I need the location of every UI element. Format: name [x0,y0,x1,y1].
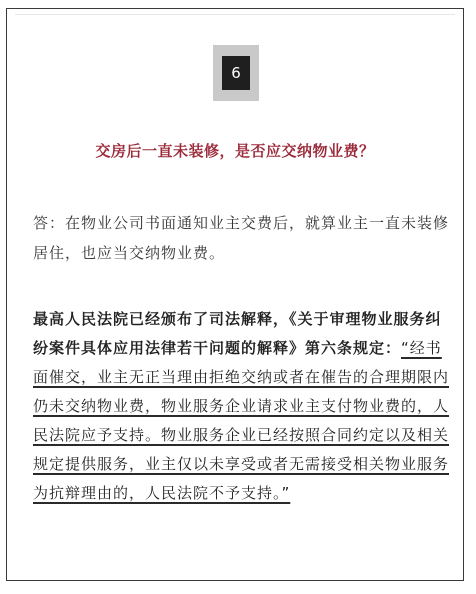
number-badge: 6 [222,56,250,90]
number-badge-frame [213,45,259,101]
article-card [6,8,464,581]
top-divider [15,14,455,15]
answer-paragraph: 答：在物业公司书面通知业主交费后，就算业主一直未装修居住，也应当交纳物业费。 [33,214,450,262]
question-title: 交房后一直未装修，是否应交纳物业费？ [95,142,375,160]
law-intro: 最高人民法院已经颁布了司法解释，《关于审理物业服务纠纷案件具体应用法律若干问题的解释》第六条规定： [33,310,442,357]
law-paragraph [33,305,453,508]
law-quote: “经书面催交，业主无正当理由拒绝交纳或者在催告的合理期限内仍未交纳物业费，物业服务企业请求业主支付物业费的，人民法院应予支持。物业服务企业已经按照合同约定以及相关规定提供服务，业主仅以未享受或者无需接受相关物业服务为抗辩理由的，人民法院不予支持。” [33,339,450,502]
